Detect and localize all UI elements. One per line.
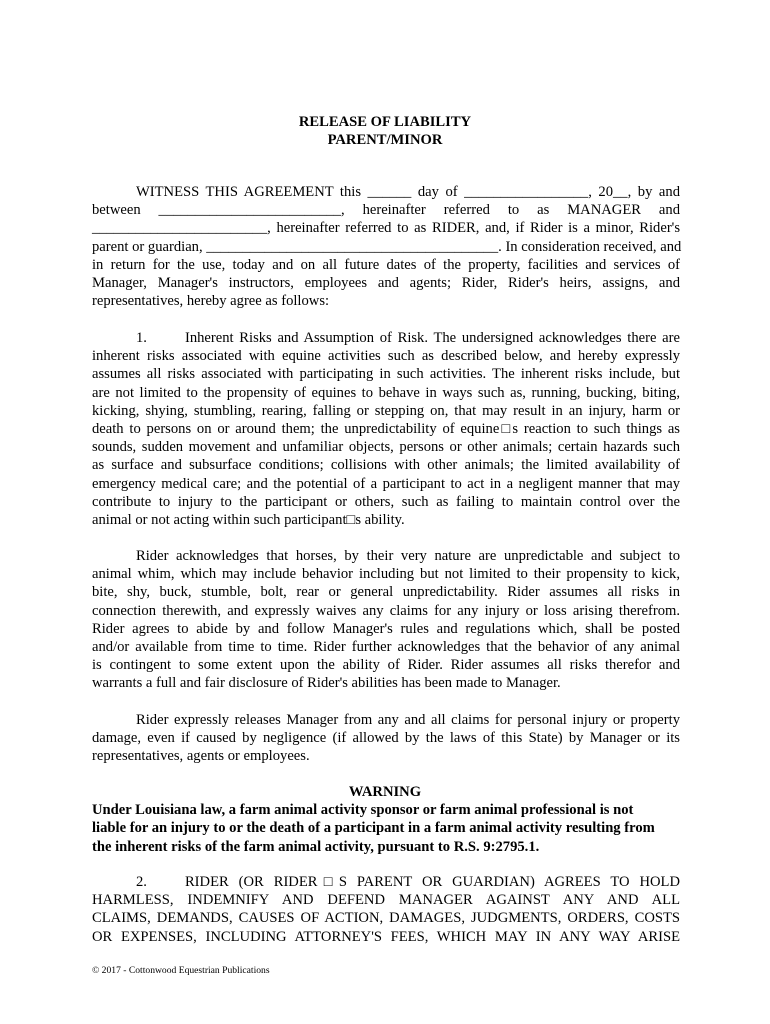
copyright-footer: © 2017 - Cottonwood Equestrian Publications — [92, 965, 270, 976]
witness-paragraph — [92, 183, 680, 310]
text-line: Rider expressly releases Manager from any and all claims for personal injury or property — [136, 712, 680, 728]
document-subtitle: PARENT/MINOR — [327, 132, 443, 148]
section-number: 2. — [136, 874, 147, 890]
text-line: and/or available from time to time. Rider further acknowledges that the behavior of any animal — [92, 639, 680, 656]
text-line: WITNESS THIS AGREEMENT this ______ day of _________________, 20__, by and — [136, 184, 680, 200]
text-line: emergency medical care; and the potential of a participant to act in a negligent manner that may — [92, 475, 680, 492]
text-line: damage, even if caused by negligence (if allowed by the laws of this State) by Manager or its — [92, 730, 680, 747]
text-line: OR EXPENSES, INCLUDING ATTORNEY'S FEES, WHICH MAY IN ANY WAY ARISE — [92, 928, 680, 945]
text-line: Rider agrees to abide by and follow Manager's rules and regulations which, shall be posted — [92, 620, 680, 637]
text-line: representatives, hereby agree as follows: — [92, 293, 330, 310]
document-title: RELEASE OF LIABILITY — [298, 114, 472, 130]
text-line: inherent risks associated with equine activities such as described below, and hereby expressly — [92, 348, 680, 365]
text-line: assumes all risks associated with participating in such activities. The inherent risks include, but — [92, 366, 680, 383]
text-line: liable for an injury to or the death of a participant in a farm animal activity resulting from — [92, 820, 655, 837]
text-line: are not limited to the propensity of equines to behave in ways such as, running, bucking, biting, — [92, 384, 680, 401]
text-line: ________________________, hereinafter referred to as RIDER, and, if Rider is a minor, Rider's — [92, 220, 680, 237]
text-line: the inherent risks of the farm animal activity, pursuant to R.S. 9:2795.1. — [92, 838, 540, 855]
warning-text — [92, 801, 692, 856]
section-1-paragraph — [92, 329, 680, 529]
text-line: kicking, shying, stumbling, rearing, falling or stepping on, that may result in an injury, harm or — [92, 402, 680, 419]
text-line: as surface and subsurface conditions; collisions with other animals; the limited availability of — [92, 457, 680, 474]
text-line: parent or guardian, ________________________________________. In consideration received, and — [92, 238, 682, 255]
text-line: death to persons on or around them; the unpredictability of equine□s reaction to such things as — [92, 421, 680, 438]
text-line: 2. RIDER (OR RIDER□S PARENT OR GUARDIAN) AGREES TO HOLD — [136, 874, 680, 890]
text-line: between _________________________, hereinafter referred to as MANAGER and — [92, 202, 680, 219]
rider-acknowledgement-paragraph — [92, 547, 680, 693]
text-line: sounds, sudden movement and unfamiliar objects, persons or other animals; certain hazards such — [92, 439, 680, 456]
section-2-paragraph — [92, 873, 680, 946]
text-line: is contingent to some extent upon the ability of Rider. Rider assumes all risks therefor and — [92, 657, 680, 674]
text-line: 1. Inherent Risks and Assumption of Risk. The undersigned acknowledges there are — [136, 330, 680, 346]
text-line: animal or not acting within such participant□s ability. — [92, 512, 405, 529]
text-line: in return for the use, today and on all future dates of the property, facilities and services of — [92, 256, 680, 273]
text-line: representatives, agents or employees. — [92, 748, 310, 765]
text-line: animal whim, which may include behavior including but not limited to their propensity to kick, — [92, 566, 680, 583]
warning-heading: WARNING — [348, 784, 422, 800]
text-line: Manager, Manager's instructors, employees and agents; Rider, Rider's heirs, assigns, and — [92, 275, 680, 292]
text-line: connection therewith, and expressly waives any claims for any injury or loss arising therefrom. — [92, 602, 680, 619]
section-number: 1. — [136, 330, 147, 346]
text-line: warrants a full and fair disclosure of Rider's abilities has been made to Manager. — [92, 675, 561, 692]
text-line: HARMLESS, INDEMNIFY AND DEFEND MANAGER AGAINST ANY AND ALL — [92, 892, 680, 909]
text-line: Under Louisiana law, a farm animal activity sponsor or farm animal professional is not — [92, 802, 634, 818]
rider-release-paragraph — [92, 711, 680, 766]
text-line: contribute to injury to the participant or others, such as failing to maintain control over the — [92, 493, 680, 510]
text-line: bite, shy, buck, stumble, bolt, rear or general unpredictability. Rider assumes all risks in — [92, 584, 680, 601]
text-line: CLAIMS, DEMANDS, CAUSES OF ACTION, DAMAGES, JUDGMENTS, ORDERS, COSTS — [92, 910, 680, 927]
text-line: Rider acknowledges that horses, by their very nature are unpredictable and subject to — [136, 548, 680, 564]
